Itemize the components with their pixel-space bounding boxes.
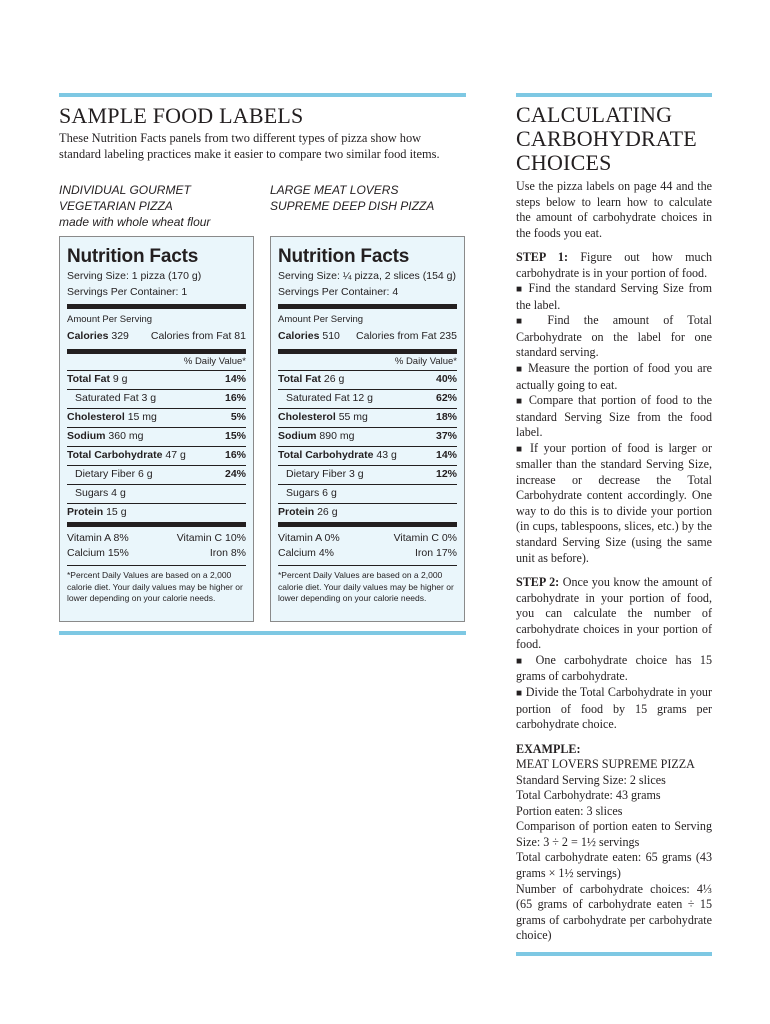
thick-divider	[67, 304, 246, 309]
nutrient-label: Total Fat	[67, 373, 110, 385]
nutrient-label: Sodium	[67, 430, 106, 442]
nutrient-dv: 12%	[435, 468, 457, 480]
bullet-text: Measure the portion of food you are actually going to eat.	[516, 361, 712, 392]
step-1-bullet	[516, 441, 712, 566]
calories-row	[278, 328, 457, 346]
nutrient-label: Dietary Fiber 6 g	[75, 468, 153, 480]
nutrient-amount: 26 g	[323, 373, 345, 385]
nutrient-label: Protein	[67, 506, 104, 518]
pizza-2-name-line: SUPREME DEEP DISH PIZZA	[270, 199, 435, 213]
nutrient-amount: 55 mg	[338, 411, 368, 423]
right-intro: Use the pizza labels on page 44 and the steps below to learn how to calculate the amount of carbohydrate choices in the foods you eat.	[516, 179, 712, 240]
amount-per-serving: Amount Per Serving	[278, 314, 364, 325]
pizza-1-name-line: VEGETARIAN PIZZA	[59, 199, 173, 213]
nutrient-row	[278, 428, 457, 447]
step-2-paragraph	[516, 575, 712, 653]
nutrient-row	[278, 390, 457, 409]
example-heading: EXAMPLE:	[516, 741, 581, 756]
nutrient-row	[67, 390, 246, 409]
nutrient-row	[278, 409, 457, 428]
calories-from-fat: Calories from Fat 81	[150, 330, 246, 342]
servings-per-container: Servings Per Container: 1	[67, 286, 188, 298]
step-2-text: Once you know the amount of carbohydrate in your portion of food, you can calculate the number of carbohydrate choices in your portion of food.	[516, 575, 712, 652]
iron: Iron 17%	[414, 547, 457, 559]
thin-divider	[67, 565, 246, 566]
amount-per-serving: Amount Per Serving	[67, 314, 153, 325]
nutrient-label: Saturated Fat 12 g	[286, 392, 373, 404]
serving-size: Serving Size: ¼ pizza, 2 slices (154 g)	[278, 270, 456, 282]
vitamins-row	[67, 531, 246, 546]
nutrient-dv: 24%	[224, 468, 246, 480]
right-heading-line: CARBOHYDRATE	[516, 126, 697, 151]
calories-label: Calories	[67, 330, 109, 342]
calories-row	[67, 328, 246, 346]
pizza-2-name	[270, 182, 470, 214]
example-line: Comparison of portion eaten to Serving Size: 3 ÷ 2 = 1½ servings	[516, 819, 712, 849]
thin-divider	[278, 565, 457, 566]
right-heading	[516, 103, 726, 175]
nutrient-row	[278, 371, 457, 390]
nutrient-amount: 26 g	[317, 506, 338, 518]
nutrient-dv: 62%	[435, 392, 457, 404]
top-rule-left	[59, 93, 466, 97]
step-1-paragraph	[516, 250, 712, 281]
nutrient-row	[278, 447, 457, 466]
right-heading-line: CHOICES	[516, 150, 612, 175]
right-heading-line: CALCULATING	[516, 102, 673, 127]
example-line: Total carbohydrate eaten: 65 grams (43 grams × 1½ servings)	[516, 850, 712, 880]
nutrient-row	[278, 504, 457, 522]
nutrient-label: Dietary Fiber 3 g	[286, 468, 364, 480]
top-rule-right	[516, 93, 712, 97]
square-bullet-icon: ■	[516, 655, 528, 667]
nutrient-amount: 890 mg	[319, 430, 355, 442]
nutrient-label: Sugars 6 g	[286, 487, 337, 499]
thick-divider	[278, 522, 457, 527]
nutrient-dv: 37%	[435, 430, 457, 442]
servings-per-container: Servings Per Container: 4	[278, 286, 399, 298]
nutrient-amount: 43 g	[376, 449, 397, 461]
nf-title: Nutrition Facts	[67, 246, 199, 267]
left-intro-text: These Nutrition Facts panels from two different types of pizza show how standard labeling practices make it easier to compare two similar food items.	[59, 131, 440, 161]
step-1-label: STEP 1:	[516, 250, 568, 265]
vitamin-c: Vitamin C 0%	[393, 532, 457, 544]
footnote: *Percent Daily Values are based on a 2,000 calorie diet. Your daily values may be higher or lower depending on your calorie needs.	[278, 570, 454, 603]
calcium: Calcium 4%	[278, 547, 335, 559]
example-line: Portion eaten: 3 slices	[516, 803, 623, 818]
nutrient-amount: 9 g	[112, 373, 128, 385]
example-label	[516, 742, 712, 758]
calories-label: Calories	[278, 330, 320, 342]
example-line: MEAT LOVERS SUPREME PIZZA	[516, 757, 695, 772]
nutrient-dv: 16%	[224, 449, 246, 461]
square-bullet-icon: ■	[516, 284, 524, 296]
footnote: *Percent Daily Values are based on a 2,000 calorie diet. Your daily values may be higher or lower depending on your calorie needs.	[67, 570, 243, 603]
bullet-text: Divide the Total Carbohydrate in your portion of food by 15 grams per carbohydrate choice.	[516, 684, 713, 732]
minerals-row	[278, 546, 457, 561]
nutrient-dv: 15%	[224, 430, 246, 442]
step-1-bullet	[516, 281, 712, 313]
nutrient-amount: 360 mg	[108, 430, 144, 442]
pizza-1-name	[59, 182, 259, 230]
square-bullet-icon: ■	[516, 396, 524, 408]
square-bullet-icon: ■	[516, 687, 523, 699]
pizza-1-name-line: made with whole wheat flour	[59, 215, 211, 229]
example-line: Number of carbohydrate choices: 4⅓ (65 grams of carbohydrate eaten ÷ 15 grams of carbohydrate per carbohydrate choice)	[516, 881, 712, 943]
example-line: Total Carbohydrate: 43 grams	[516, 788, 661, 803]
nutrient-dv: 16%	[224, 392, 246, 404]
nutrient-row	[67, 371, 246, 390]
bottom-rule-right	[516, 952, 712, 956]
vitamin-a: Vitamin A 0%	[278, 532, 340, 544]
thick-divider	[67, 522, 246, 527]
nutrient-row	[67, 409, 246, 428]
calcium: Calcium 15%	[67, 547, 129, 559]
step-1-bullet	[516, 361, 712, 393]
thick-divider	[278, 304, 457, 309]
step-1-text: Figure out how much carbohydrate is in your portion of food.	[516, 250, 712, 280]
nutrient-dv: 40%	[435, 373, 457, 385]
nutrient-row	[67, 485, 246, 504]
step-2-bullet	[516, 653, 712, 685]
nutrient-row	[67, 504, 246, 522]
square-bullet-icon: ■	[516, 364, 524, 376]
step-2-bullet	[516, 685, 712, 733]
right-body-text	[516, 179, 712, 944]
calories-value: 329	[111, 330, 129, 342]
bullet-text: Find the standard Serving Size from the label.	[516, 281, 712, 312]
nutrient-label: Sugars 4 g	[75, 487, 126, 499]
bullet-text: If your portion of food is larger or smaller than the standard Serving Size, increase or decrease the Total Carbohydrate content accordingly. One way to do this is to divide your portion (in cups, tablespoons, slices, etc.) by the standard Serving Size (using the same unit as before).	[516, 440, 712, 565]
nutrient-dv: 18%	[435, 411, 457, 423]
daily-value-header: % Daily Value*	[67, 354, 246, 371]
nf-title: Nutrition Facts	[278, 246, 410, 267]
square-bullet-icon: ■	[516, 443, 525, 455]
nutrient-amount: 15 g	[106, 506, 127, 518]
bullet-text: Compare that portion of food to the standard Serving Size from the food label.	[516, 393, 713, 440]
nutrient-label: Total Carbohydrate	[278, 449, 374, 461]
step-1-bullet	[516, 313, 712, 361]
nutrient-dv: 5%	[230, 411, 246, 423]
bullet-text: Find the amount of Total Carbohydrate on the label for one standard serving.	[516, 313, 712, 360]
serving-size: Serving Size: 1 pizza (170 g)	[67, 270, 202, 282]
left-heading: SAMPLE FOOD LABELS	[59, 103, 304, 128]
nutrition-panel-meat-lovers	[270, 236, 465, 622]
minerals-row	[67, 546, 246, 561]
vitamin-c: Vitamin C 10%	[176, 532, 246, 544]
nutrient-amount: 47 g	[165, 449, 186, 461]
nutrient-dv: 14%	[224, 373, 246, 385]
nutrient-row	[67, 466, 246, 485]
nutrient-row	[278, 466, 457, 485]
nutrient-row	[278, 485, 457, 504]
nutrient-dv: 14%	[435, 449, 457, 461]
nutrient-row	[67, 428, 246, 447]
square-bullet-icon: ■	[516, 316, 534, 328]
vitamins-row	[278, 531, 457, 546]
pizza-1-name-line: INDIVIDUAL GOURMET	[59, 183, 191, 197]
nutrient-label: Total Fat	[278, 373, 321, 385]
step-1-bullet	[516, 393, 712, 441]
nutrient-label: Total Carbohydrate	[67, 449, 163, 461]
example-line: Standard Serving Size: 2 slices	[516, 772, 666, 787]
bullet-text: One carbohydrate choice has 15 grams of carbohydrate.	[516, 652, 712, 684]
nutrient-label: Sodium	[278, 430, 317, 442]
calories-from-fat: Calories from Fat 235	[356, 330, 457, 342]
nutrient-label: Cholesterol	[67, 411, 125, 423]
calories-value: 510	[322, 330, 340, 342]
bottom-rule-left	[59, 631, 466, 635]
nutrient-label: Saturated Fat 3 g	[75, 392, 157, 404]
nutrient-row	[67, 447, 246, 466]
nutrient-label: Protein	[278, 506, 315, 518]
iron: Iron 8%	[209, 547, 246, 559]
step-2-label: STEP 2:	[516, 575, 560, 590]
pizza-2-name-line: LARGE MEAT LOVERS	[270, 183, 399, 197]
nutrition-panel-vegetarian	[59, 236, 254, 622]
nutrient-label: Cholesterol	[278, 411, 336, 423]
daily-value-header: % Daily Value*	[278, 354, 457, 371]
nutrient-amount: 15 mg	[127, 411, 157, 423]
vitamin-a: Vitamin A 8%	[67, 532, 129, 544]
